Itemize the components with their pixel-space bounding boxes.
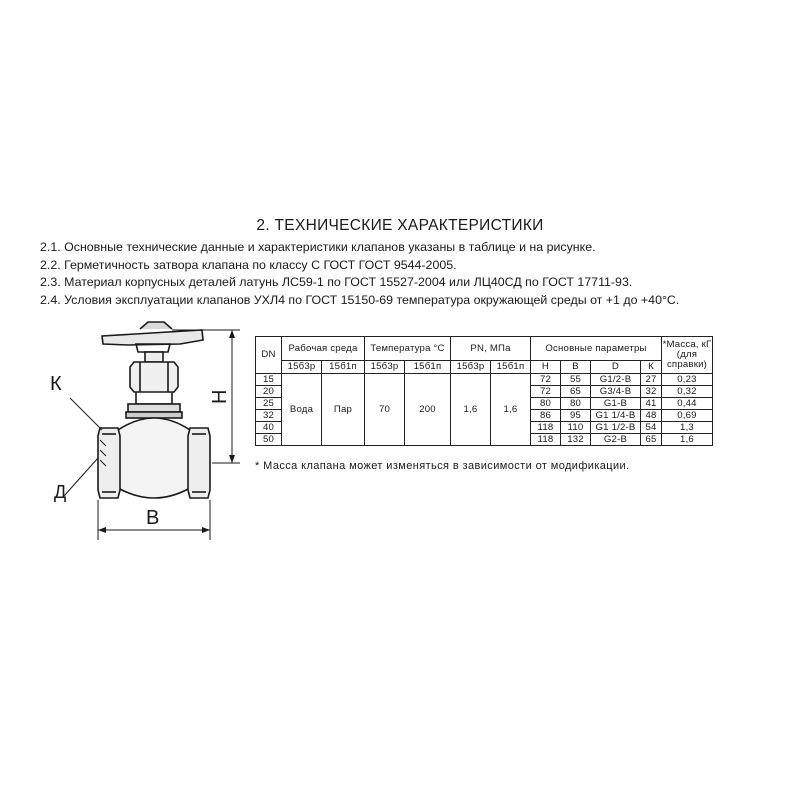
cell-mass: 1,3 bbox=[662, 422, 713, 434]
sub-pn-2: 15б1п bbox=[491, 361, 531, 374]
cell-h: 86 bbox=[531, 410, 561, 422]
sub-pn-1: 15б3р bbox=[451, 361, 491, 374]
cell-k: 32 bbox=[641, 386, 662, 398]
cell-dn: 50 bbox=[256, 434, 282, 446]
cell-d: G1 1/4-B bbox=[591, 410, 641, 422]
valve-body bbox=[118, 418, 190, 498]
cell-medium-2: Пар bbox=[322, 374, 365, 446]
cell-medium-1: Вода bbox=[282, 374, 322, 446]
sub-b: В bbox=[561, 361, 591, 374]
paragraph-2-2: 2.2. Герметичность затвора клапана по классу С ГОСТ ГОСТ 9544-2005. bbox=[40, 257, 457, 272]
label-k: К bbox=[50, 373, 62, 395]
sub-temp-2: 15б1п bbox=[405, 361, 451, 374]
cell-k: 65 bbox=[641, 434, 662, 446]
cell-dn: 32 bbox=[256, 410, 282, 422]
cell-b: 110 bbox=[561, 422, 591, 434]
cell-dn: 20 bbox=[256, 386, 282, 398]
cell-pn-2: 1,6 bbox=[491, 374, 531, 446]
header-medium: Рабочая среда bbox=[282, 337, 365, 361]
cell-mass: 0,69 bbox=[662, 410, 713, 422]
cell-mass: 0,44 bbox=[662, 398, 713, 410]
footnote: * Масса клапана может изменяться в зависимости от модификации. bbox=[255, 460, 630, 472]
sub-medium-1: 15б3р bbox=[282, 361, 322, 374]
header-pn: PN, МПа bbox=[451, 337, 531, 361]
cell-temp-2: 200 bbox=[405, 374, 451, 446]
header-dn: DN bbox=[256, 337, 282, 374]
paragraph-2-1: 2.1. Основные технические данные и характеристики клапанов указаны в таблице и на рисунке. bbox=[40, 240, 596, 254]
paragraph-2-3: 2.3. Материал корпусных деталей латунь ЛС59-1 по ГОСТ 15527-2004 или ЛЦ40СД по ГОСТ 17711-93. bbox=[40, 275, 633, 289]
valve-drawing bbox=[40, 318, 245, 543]
sub-medium-2: 15б1п bbox=[322, 361, 365, 374]
cell-dn: 15 bbox=[256, 374, 282, 386]
cell-dn: 40 bbox=[256, 422, 282, 434]
cell-h: 118 bbox=[531, 434, 561, 446]
label-b: В bbox=[146, 507, 160, 529]
sub-k: К bbox=[641, 361, 662, 374]
handwheel bbox=[102, 330, 203, 345]
cell-k: 27 bbox=[641, 374, 662, 386]
cell-h: 72 bbox=[531, 386, 561, 398]
cell-k: 41 bbox=[641, 398, 662, 410]
cell-b: 55 bbox=[561, 374, 591, 386]
spec-table bbox=[255, 336, 713, 446]
header-params: Основные параметры bbox=[531, 337, 662, 361]
cell-k: 54 bbox=[641, 422, 662, 434]
cell-d: G3/4-B bbox=[591, 386, 641, 398]
cell-k: 48 bbox=[641, 410, 662, 422]
cell-b: 95 bbox=[561, 410, 591, 422]
cell-mass: 0,23 bbox=[662, 374, 713, 386]
cell-b: 132 bbox=[561, 434, 591, 446]
header-temperature: Температура °С bbox=[365, 337, 451, 361]
sub-h: Н bbox=[531, 361, 561, 374]
cell-b: 65 bbox=[561, 386, 591, 398]
cell-pn-1: 1,6 bbox=[451, 374, 491, 446]
label-d: Д bbox=[54, 482, 67, 502]
sub-temp-1: 15б3р bbox=[365, 361, 405, 374]
section-heading: 2. ТЕХНИЧЕСКИЕ ХАРАКТЕРИСТИКИ bbox=[256, 217, 544, 234]
cell-temp-1: 70 bbox=[365, 374, 405, 446]
cell-h: 72 bbox=[531, 374, 561, 386]
bonnet-nut bbox=[130, 362, 178, 392]
cell-mass: 0,32 bbox=[662, 386, 713, 398]
paragraphs bbox=[40, 239, 679, 309]
cell-dn: 25 bbox=[256, 398, 282, 410]
label-h: Н bbox=[209, 389, 231, 404]
cell-h: 118 bbox=[531, 422, 561, 434]
sub-d: D bbox=[591, 361, 641, 374]
cell-mass: 1,6 bbox=[662, 434, 713, 446]
cell-h: 80 bbox=[531, 398, 561, 410]
cell-b: 80 bbox=[561, 398, 591, 410]
cell-d: G1-B bbox=[591, 398, 641, 410]
cell-d: G1 1/2-B bbox=[591, 422, 641, 434]
cell-d: G1/2-B bbox=[591, 374, 641, 386]
table-row bbox=[256, 374, 713, 386]
paragraph-2-4: 2.4. Условия эксплуатации клапанов УХЛ4 по ГОСТ 15150-69 температура окружающей среды от +1 до +40°С. bbox=[40, 292, 680, 307]
cell-d: G2-B bbox=[591, 434, 641, 446]
header-mass: *Масса, кГ (для справки) bbox=[662, 337, 713, 374]
